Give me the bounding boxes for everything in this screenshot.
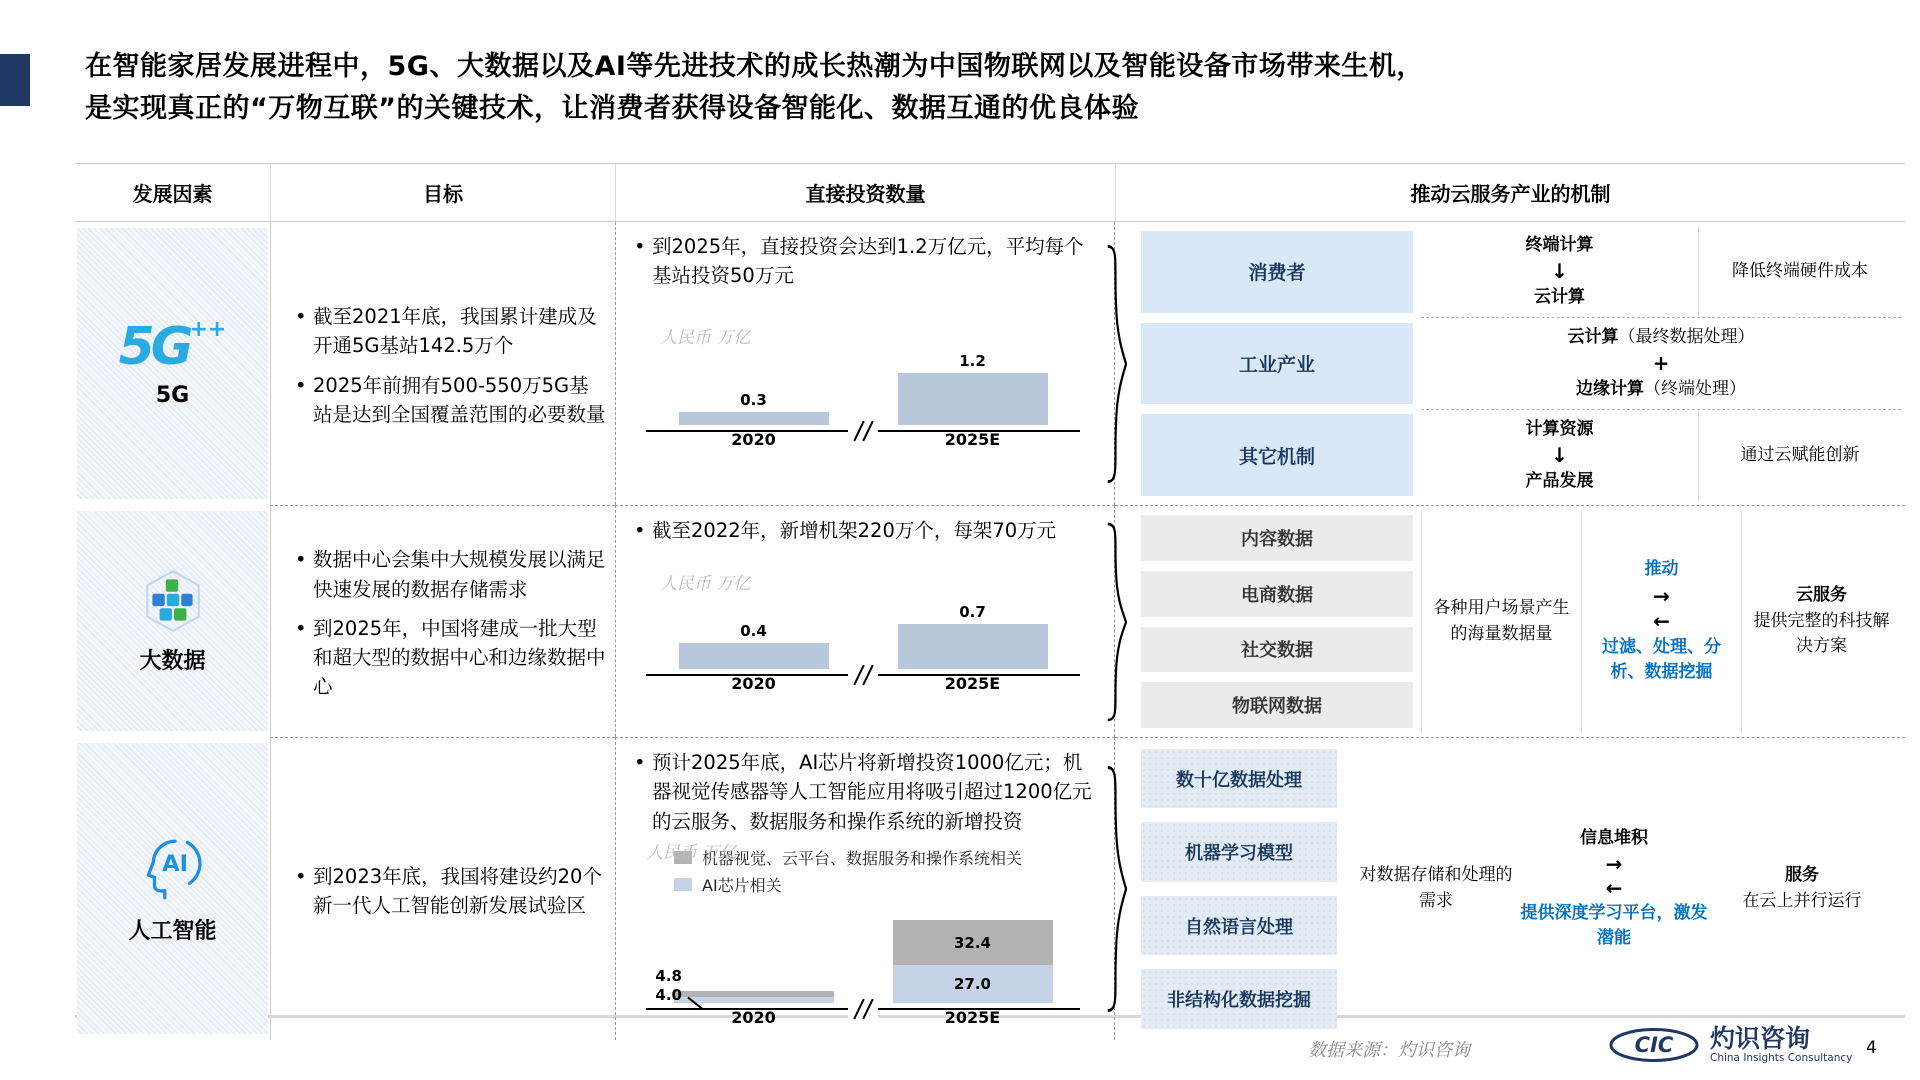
category-label: 2020 <box>731 1007 776 1027</box>
bar-group <box>863 603 1082 702</box>
mechanism-box-stack <box>1141 510 1413 733</box>
goal-bullet: • 到2023年底，我国将建设约20个新一代人工智能创新发展试验区 <box>291 862 607 921</box>
value-label: 1.2 <box>959 352 986 371</box>
investment-bullet: • 预计2025年底，AI芯片将新增投资1000亿元；机器视觉传感器等人工智能应用将吸引超过1200亿元的云服务、数据服务和操作系统的新增投资 <box>630 748 1100 836</box>
mechanism-panel-source: 对数据存储和处理的需求 <box>1359 865 1513 911</box>
legend-label: 机器视觉、云平台、数据服务和操作系统相关 <box>702 848 1023 868</box>
flow-step: 信息堆积 <box>1580 828 1648 849</box>
category-label: 2020 <box>731 429 776 449</box>
goal-cell-bigdata <box>270 505 615 737</box>
table-header-row <box>75 163 1905 222</box>
mechanism-panel-flow <box>1519 825 1709 953</box>
axis-break-icon <box>848 420 878 442</box>
factors-table <box>75 163 1905 1027</box>
mechanism-note: 通过云赋能创新 <box>1698 410 1901 501</box>
investment-bullet: • 截至2022年，新增机架220万个，每架70万元 <box>630 516 1100 545</box>
title-line-1: 在智能家居发展进程中，5G、大数据以及AI等先进技术的成长热潮为中国物联网以及智能设备市场带来生机， <box>85 51 1424 82</box>
5g-icon: 5G++ <box>118 317 227 377</box>
down-arrow-icon: ↓ <box>1551 259 1568 283</box>
left-arrow-icon: ← <box>1605 875 1623 900</box>
factor-cell-ai <box>77 743 268 1034</box>
header-investment: 直接投资数量 <box>615 164 1115 221</box>
flow-step: 云计算 <box>1534 287 1585 307</box>
right-arrow-icon: → <box>1605 851 1623 876</box>
flow-step: 云计算（最终数据处理） <box>1567 327 1755 348</box>
bar <box>679 643 829 669</box>
curly-brace-icon <box>1105 765 1127 1013</box>
axis-break-icon <box>848 664 878 686</box>
outside-value-labels: 4.8 4.0 <box>655 966 682 1005</box>
panel-text: 提供完整的科技解决方案 <box>1753 610 1890 657</box>
mechanism-box: 物联网数据 <box>1141 682 1413 728</box>
chart-legend <box>674 842 1100 900</box>
goal-bullet: • 2025年前拥有500-550万5G基站是达到全国覆盖范围的必要数量 <box>291 371 607 430</box>
mechanism-box: 社交数据 <box>1141 627 1413 673</box>
curly-brace-icon <box>1105 244 1127 484</box>
cic-logo-icon <box>1608 1024 1700 1066</box>
mechanism-box: 电商数据 <box>1141 571 1413 617</box>
bar-chart-ai <box>644 902 1082 1036</box>
bar-chart-bigdata <box>644 596 1082 702</box>
flow-step: 提供深度学习平台，激发潜能 <box>1520 902 1708 949</box>
mechanism-box: 机器学习模型 <box>1141 822 1337 881</box>
bar-group <box>644 622 863 702</box>
mechanism-panel-source: 各种用户场景产生的海量数据量 <box>1421 510 1581 733</box>
left-arrow-icon: ← <box>1653 608 1670 633</box>
bigdata-icon <box>140 568 206 634</box>
legend-swatch-blue <box>674 878 692 891</box>
bar-segment: 32.4 <box>893 920 1053 965</box>
data-source-note: 数据来源：灼识咨询 <box>1308 1040 1470 1061</box>
category-label: 2020 <box>731 674 776 694</box>
bar-group <box>644 966 863 1036</box>
bar <box>898 624 1048 669</box>
flow-step: 产品发展 <box>1525 471 1594 491</box>
plus-icon: + <box>1652 351 1670 375</box>
page-number: 4 <box>1866 1038 1877 1058</box>
unit-label: 人民币 万亿 <box>646 843 737 863</box>
goal-cell-ai <box>270 737 615 1040</box>
unit-label: 人民币 万亿 <box>660 574 751 595</box>
mechanism-note: 降低终端硬件成本 <box>1698 226 1901 317</box>
mechanism-subrow-consumer <box>1421 226 1901 318</box>
mechanism-subrow-other <box>1421 410 1901 501</box>
legend-item <box>674 873 1100 896</box>
legend-item <box>674 846 1100 869</box>
factor-cell-bigdata <box>77 511 268 731</box>
mechanism-subrow-industry <box>1421 318 1901 410</box>
axis-break-icon <box>848 998 878 1020</box>
value-label: 0.3 <box>740 390 767 409</box>
panel-title: 云服务 <box>1796 585 1847 606</box>
mechanism-box: 自然语言处理 <box>1141 896 1337 955</box>
bar-chart-5g <box>644 350 1082 458</box>
svg-text:CIC: CIC <box>1634 1033 1674 1057</box>
page-title <box>85 46 1585 130</box>
svg-text:AI: AI <box>161 850 188 877</box>
down-arrow-icon: ↓ <box>1551 443 1568 467</box>
mechanism-box: 非结构化数据挖掘 <box>1141 969 1337 1028</box>
panel-text: 在云上并行运行 <box>1742 890 1862 911</box>
table-row <box>75 737 1905 1027</box>
goal-cell-5g <box>270 222 615 505</box>
goal-bullet: • 到2025年，中国将建成一批大型和超大型的数据中心和边缘数据中心 <box>291 614 607 702</box>
category-label: 2025E <box>944 429 1001 449</box>
mechanism-panel-result <box>1709 863 1895 914</box>
category-label: 2025E <box>944 674 1001 694</box>
cic-logo-text <box>1710 1023 1853 1065</box>
bar-group <box>863 920 1082 1035</box>
bar-segment <box>674 991 834 998</box>
mechanism-box-stack <box>1141 226 1413 501</box>
header-factor: 发展因素 <box>132 182 213 206</box>
mechanism-cell-5g <box>1115 222 1905 505</box>
mechanism-box: 内容数据 <box>1141 515 1413 561</box>
title-line-2: 是实现真正的“万物互联”的关键技术，让消费者获得设备智能化、数据互通的优良体验 <box>85 92 1139 124</box>
curly-brace-icon <box>1105 522 1127 722</box>
flow-step: 终端计算 <box>1525 235 1594 256</box>
table-row <box>75 222 1905 505</box>
mechanism-panel-result <box>1741 510 1901 733</box>
investment-cell-5g <box>615 222 1115 505</box>
bar-segment: 27.0 <box>893 965 1053 1002</box>
mechanism-cell-ai <box>1115 737 1905 1040</box>
unit-label: 人民币 万亿 <box>660 327 751 348</box>
flow-step: 推动 <box>1644 559 1679 580</box>
mechanism-box-stack <box>1141 742 1337 1036</box>
table-row <box>75 505 1905 737</box>
ai-icon <box>136 832 210 904</box>
factor-label: 大数据 <box>139 648 206 674</box>
category-label: 2025E <box>944 1007 1001 1027</box>
bar <box>679 412 829 425</box>
flow-step: 过滤、处理、分析、数据挖掘 <box>1602 636 1721 683</box>
factor-label: 人工智能 <box>128 918 217 944</box>
investment-cell-ai <box>615 737 1115 1040</box>
flow-step: 计算资源 <box>1525 419 1594 440</box>
panel-title: 服务 <box>1785 865 1819 886</box>
cic-logo <box>1608 1024 1852 1066</box>
bar-group <box>863 352 1082 457</box>
bar-group <box>644 391 863 458</box>
investment-cell-bigdata <box>615 505 1115 737</box>
mechanism-box: 其它机制 <box>1141 414 1413 496</box>
right-arrow-icon: → <box>1653 583 1670 608</box>
logo-subtitle: China Insights Consultancy <box>1710 1052 1853 1065</box>
mechanism-box: 消费者 <box>1141 231 1413 313</box>
header-goal: 目标 <box>270 164 615 221</box>
goal-bullet: • 数据中心会集中大规模发展以满足快速发展的数据存储需求 <box>291 545 607 604</box>
accent-bar <box>0 54 30 106</box>
flow-step: 边缘计算（终端处理） <box>1576 379 1746 399</box>
investment-bullet: • 到2025年，直接投资会达到1.2万亿元，平均每个基站投资50万元 <box>630 232 1100 291</box>
value-label: 0.4 <box>740 622 767 641</box>
mechanism-panel-flow <box>1581 510 1741 733</box>
factor-label: 5G <box>155 383 190 408</box>
value-label: 0.7 <box>959 603 986 622</box>
mechanism-box: 工业产业 <box>1141 323 1413 405</box>
goal-bullet: • 截至2021年底，我国累计建成及开通5G基站142.5万个 <box>291 302 607 361</box>
mechanism-box: 数十亿数据处理 <box>1141 749 1337 808</box>
mechanism-cell-bigdata <box>1115 505 1905 737</box>
logo-name: 灼识咨询 <box>1710 1023 1811 1053</box>
header-mechanism: 推动云服务产业的机制 <box>1115 164 1905 221</box>
bar <box>898 373 1048 424</box>
legend-label: AI芯片相关 <box>702 875 782 895</box>
factor-cell-5g <box>77 228 268 499</box>
